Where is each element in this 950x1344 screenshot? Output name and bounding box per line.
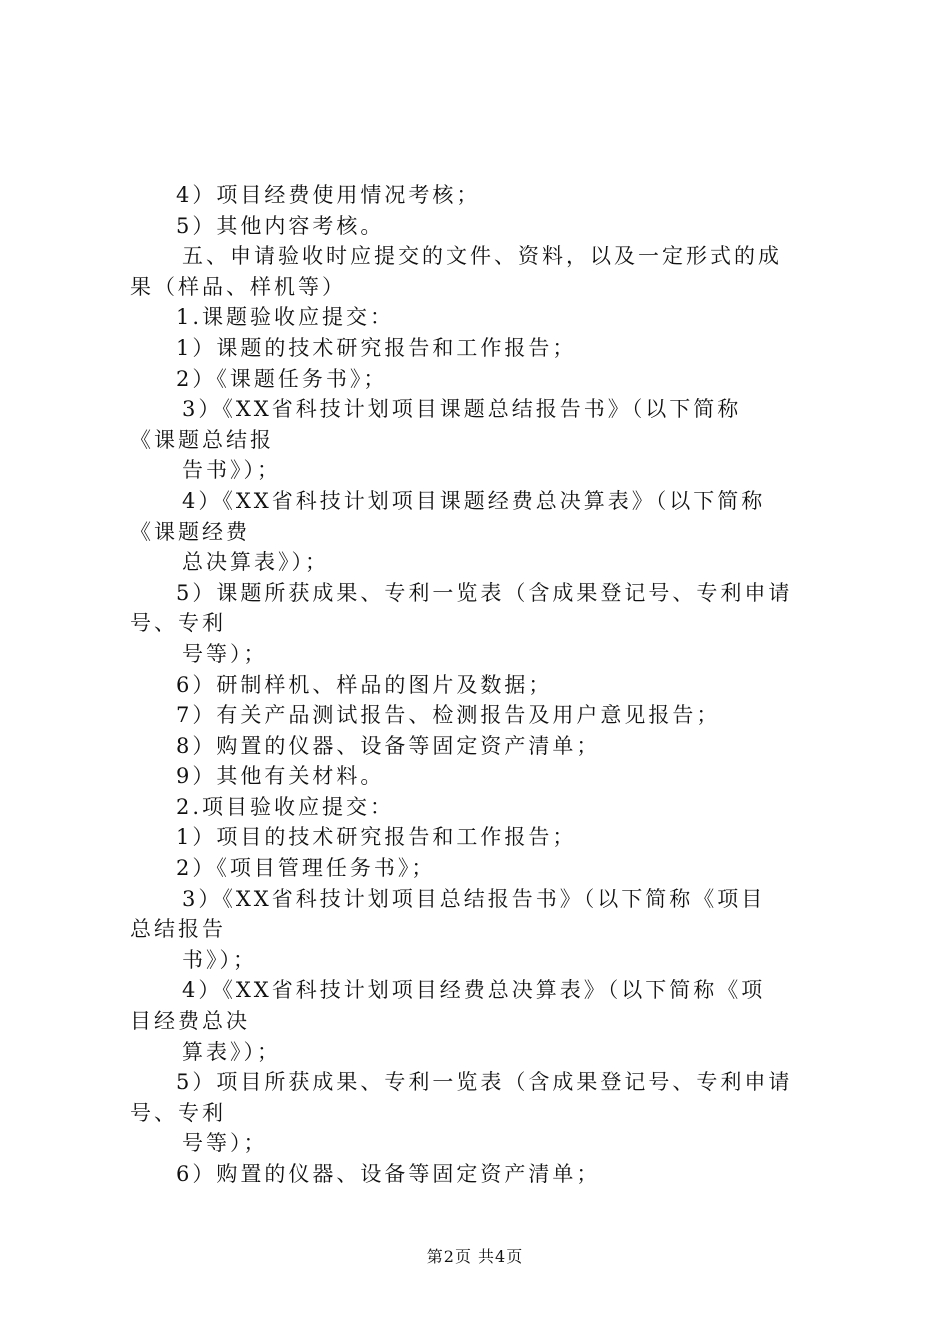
list-item-continuation: 算表》）； [182,1039,281,1064]
list-item: 1）项目的技术研究报告和工作报告； [176,825,577,850]
list-item: 9）其他有关材料。 [176,764,385,789]
list-item: 2）《项目管理任务书》； [176,856,436,881]
list-item-continuation: 号、专利 [130,611,226,636]
list-item: 6）研制样机、样品的图片及数据； [176,672,553,697]
list-item-continuation: 目经费总决 [130,1009,250,1034]
list-item: 4）项目经费使用情况考核； [176,183,481,207]
list-item: 6）购置的仪器、设备等固定资产清单； [176,1162,601,1186]
list-item-continuation: 总结报告 [130,917,226,942]
list-item: 7）有关产品测试报告、检测报告及用户意见报告； [176,703,721,728]
list-item-continuation: 号等）； [182,641,268,666]
list-item-continuation: 告书》）； [182,458,281,483]
list-item-continuation: 《课题经费 [130,519,250,544]
list-item-continuation: 总决算表》）； [182,550,329,575]
list-item-continuation: 号、专利 [130,1100,226,1125]
list-item-continuation: 《课题总结报 [130,427,274,452]
list-item-continuation: 书》）； [182,947,257,972]
subsection-heading: 1.课题验收应提交： [176,305,395,330]
list-item-continuation: 号等）； [182,1131,268,1156]
list-item: 4）《XX省科技计划项目课题经费总决算表》（以下简称 [182,488,766,513]
section-heading-continuation: 果（样品、样机等） [130,274,346,299]
list-item: 2）《课题任务书》； [176,366,388,391]
section-heading: 五、申请验收时应提交的文件、资料，以及一定形式的成 [182,244,782,269]
document-body [130,180,830,1190]
list-item: 8）购置的仪器、设备等固定资产清单； [176,733,601,758]
page-footer [0,1244,950,1267]
subsection-heading: 2.项目验收应提交： [176,794,395,819]
page-indicator: 第2页 共4页 [426,1247,524,1266]
list-item: 4）《XX省科技计划项目经费总决算表》（以下简称《项 [182,978,766,1003]
list-item: 5）其他内容考核。 [176,213,385,238]
list-item: 5）课题所获成果、专利一览表（含成果登记号、专利申请 [176,580,793,605]
list-item: 3）《XX省科技计划项目课题总结报告书》（以下简称 [182,397,742,422]
list-item: 1）课题的技术研究报告和工作报告； [176,335,577,360]
list-item: 3）《XX省科技计划项目总结报告书》（以下简称《项目 [182,886,766,911]
list-item: 5）项目所获成果、专利一览表（含成果登记号、专利申请 [176,1070,793,1095]
